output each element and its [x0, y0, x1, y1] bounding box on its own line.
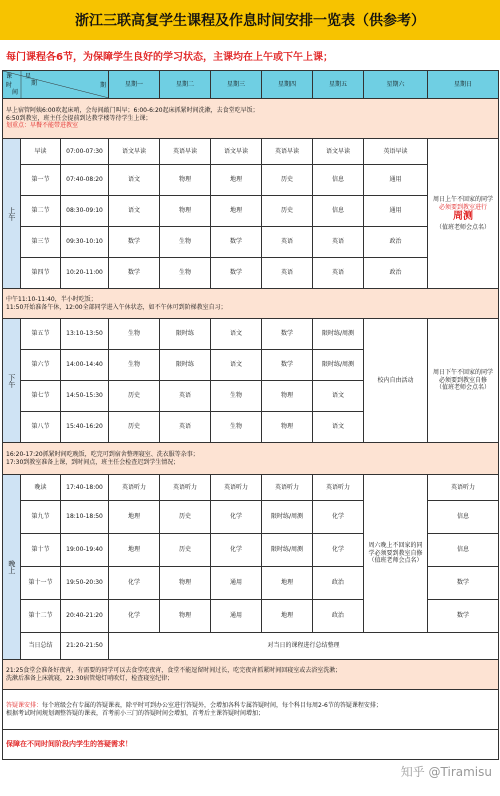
- period-time: 10:20-11:00: [61, 258, 109, 289]
- answer-note-line2: 根据考试时间规划调整答疑的课表，首考前小三门的答疑时间会增加，首考后主课答疑时间增加；: [6, 709, 265, 717]
- cell: 物理: [160, 196, 211, 227]
- cell: 生物: [109, 319, 160, 350]
- cell: 语文: [313, 412, 364, 443]
- cell: 化学: [109, 600, 160, 633]
- sunday-morning-line1: 周日上午不回家的同学: [433, 196, 494, 203]
- cell: 英语早读: [364, 139, 428, 165]
- period-name: 第十节: [21, 534, 61, 567]
- saturday-evening-line2: 学必须要到教室自修: [368, 549, 423, 557]
- morning-note-line2: 6:50到教室，班主任会提前到达教学楼等待学生上课；: [6, 114, 152, 122]
- period-name: 第十一节: [21, 567, 61, 600]
- period-name: 第七节: [21, 381, 61, 412]
- cell: 语文早读: [211, 139, 262, 165]
- period-name: 第二节: [21, 196, 61, 227]
- section-label-morning: 上午: [3, 139, 21, 289]
- page-subtitle: 每门课程各6节，为保障学生良好的学习状态，主课均在上午或下午上课；: [0, 40, 500, 70]
- sunday-afternoon-note: [428, 319, 499, 443]
- period-name: 第九节: [21, 501, 61, 534]
- corner-time: 时: [6, 82, 13, 89]
- cell: 政治: [364, 258, 428, 289]
- cell: 语文: [109, 165, 160, 196]
- day-thu: 星期四: [262, 71, 313, 99]
- cell: 地理: [109, 534, 160, 567]
- period-name: 晚读: [21, 475, 61, 501]
- night-note-line1: 21:25食堂会准备好夜宵，有需要的同学可以去食堂吃夜宵，食堂不能逗留时间过长，吃完夜宵抓紧时间回寝室或去浴室洗漱；: [6, 667, 342, 674]
- cell: 英语: [160, 381, 211, 412]
- cell: 英语: [313, 258, 364, 289]
- cell: 信息: [313, 196, 364, 227]
- cell: 数学: [211, 258, 262, 289]
- noon-note: [3, 289, 499, 319]
- corner-period: 期: [100, 82, 107, 89]
- table-row: [3, 475, 499, 501]
- morning-note: [3, 99, 499, 139]
- sunday-morning-big: 周测: [453, 211, 474, 222]
- cell: 信息: [428, 534, 499, 567]
- cell: 通用: [211, 600, 262, 633]
- cell: 历史: [262, 196, 313, 227]
- noon-note-line1: 中午11:10-11:40，半小时吃饭；: [6, 296, 97, 303]
- night-note-row: [3, 660, 499, 690]
- cell: 英语早读: [262, 139, 313, 165]
- day-tue: 星期二: [160, 71, 211, 99]
- saturday-evening-line1: 周六晚上不回家的同: [368, 542, 423, 550]
- corner-diagonal-lines: [3, 71, 109, 98]
- period-time: 15:40-16:20: [61, 412, 109, 443]
- cell: 化学: [313, 534, 364, 567]
- table-row: [3, 139, 499, 165]
- cell: 生物: [109, 350, 160, 381]
- period-time: 14:50-15:30: [61, 381, 109, 412]
- answer-note: [3, 690, 499, 730]
- cell: 英语听力: [211, 475, 262, 501]
- noon-note-row: [3, 289, 499, 319]
- cell: 政治: [364, 227, 428, 258]
- cell: 政治: [313, 600, 364, 633]
- cell: 数学: [262, 350, 313, 381]
- period-time: 14:00-14:40: [61, 350, 109, 381]
- cell: 限时练/周测: [313, 350, 364, 381]
- cell: 限时练/周测: [313, 319, 364, 350]
- section-label-evening: 晚上: [3, 475, 21, 660]
- cell: 政治: [313, 567, 364, 600]
- saturday-evening-line3: （值班老师会点名）: [368, 557, 423, 565]
- cell: 化学: [313, 501, 364, 534]
- morning-note-line3: 划重点：早餐不能带进教室: [6, 122, 79, 130]
- page-title: 浙江三联高复学生课程及作息时间安排一览表（供参考）: [0, 0, 500, 40]
- sunday-afternoon-line2: 必须要到教室自修: [439, 376, 488, 384]
- summary-text: 对当日的课程进行总结整理: [109, 633, 499, 660]
- cell: 数学: [428, 567, 499, 600]
- cell: 历史: [109, 412, 160, 443]
- evening-note-row: [3, 443, 499, 475]
- period-time: 07:40-08:20: [61, 165, 109, 196]
- cell: 生物: [160, 258, 211, 289]
- period-name: 第五节: [21, 319, 61, 350]
- cell: 生物: [211, 381, 262, 412]
- night-note-line2: 洗漱后准备上床就寝，22:30宿管熄灯哨吹灯，检查寝室纪律；: [6, 674, 174, 682]
- evening-note-line2: 17:30到教室准备上课，到时间点，班主任会检查迟到学生情况；: [6, 458, 180, 466]
- cell: 历史: [262, 165, 313, 196]
- morning-note-line1: 早上宿管阿姨6:00吹起床哨，会每间敲门叫早；6:00-6:20起床抓紧时间洗漱，去食堂吃早饭；: [6, 107, 259, 115]
- day-wed: 星期三: [211, 71, 262, 99]
- period-name: 第一节: [21, 165, 61, 196]
- cell: 化学: [211, 501, 262, 534]
- cell: 地理: [262, 567, 313, 600]
- cell: 地理: [262, 600, 313, 633]
- header-row: [3, 71, 499, 99]
- cell: 英语: [262, 227, 313, 258]
- corner-star-bottom: 期: [31, 80, 38, 87]
- cell: 数学: [211, 227, 262, 258]
- corner-star-top: 星: [25, 73, 32, 80]
- period-name: 当日总结: [21, 633, 61, 660]
- cell: 限时练/周测: [262, 501, 313, 534]
- cell: 语文: [211, 319, 262, 350]
- day-fri: 星期五: [313, 71, 364, 99]
- period-name: 早读: [21, 139, 61, 165]
- cell: 数学: [109, 258, 160, 289]
- cell: 语文: [109, 196, 160, 227]
- answer-note-row: [3, 690, 499, 730]
- cell: 英语早读: [160, 139, 211, 165]
- cell: 通用: [364, 196, 428, 227]
- final-note-row: [3, 730, 499, 760]
- cell: 语文早读: [313, 139, 364, 165]
- cell: 地理: [109, 501, 160, 534]
- answer-note-line1: 每个班级会有专属的答疑课表，除平时可到办公室进行答疑外，会增加各科专属答疑时间，每个科目每周2-6节的答疑课程安排；: [42, 702, 382, 709]
- cell: 通用: [364, 165, 428, 196]
- schedule-table: [2, 70, 499, 760]
- table-row: [3, 165, 499, 196]
- table-row: [3, 196, 499, 227]
- cell: 通用: [211, 567, 262, 600]
- night-note: [3, 660, 499, 690]
- cell: 物理: [160, 567, 211, 600]
- cell: 限时练: [160, 350, 211, 381]
- cell: 生物: [160, 227, 211, 258]
- cell: 英语: [160, 412, 211, 443]
- cell: 限时练: [160, 319, 211, 350]
- table-row: [3, 319, 499, 350]
- watermark: 知乎 @Tiramisu: [400, 765, 492, 779]
- header-corner: [3, 71, 109, 99]
- table-row: [3, 258, 499, 289]
- corner-time2: 间: [12, 89, 19, 96]
- cell: 语文早读: [109, 139, 160, 165]
- day-mon: 星期一: [109, 71, 160, 99]
- noon-note-line2: 11:50开始准备午休，12:00全部同学进入午休状态，如不午休可到阶梯教室自习；: [6, 303, 227, 311]
- period-time: 18:10-18:50: [61, 501, 109, 534]
- cell: 化学: [211, 534, 262, 567]
- cell: 地理: [211, 196, 262, 227]
- cell: 物理: [262, 381, 313, 412]
- cell: 地理: [211, 165, 262, 196]
- sunday-morning-note: [428, 139, 499, 289]
- saturday-evening-note: [364, 475, 428, 633]
- table-row: [3, 227, 499, 258]
- sunday-afternoon-line3: （值班老师会点名）: [436, 384, 491, 392]
- table-row: [3, 633, 499, 660]
- period-name: 第八节: [21, 412, 61, 443]
- cell: 历史: [160, 534, 211, 567]
- cell: 信息: [313, 165, 364, 196]
- period-time: 13:10-13:50: [61, 319, 109, 350]
- period-time: 08:30-09:10: [61, 196, 109, 227]
- period-time: 09:30-10:10: [61, 227, 109, 258]
- cell: 生物: [211, 412, 262, 443]
- cell: 英语听力: [428, 475, 499, 501]
- cell: 物理: [160, 600, 211, 633]
- cell: 英语听力: [262, 475, 313, 501]
- cell: 数学: [109, 227, 160, 258]
- cell: 语文: [211, 350, 262, 381]
- cell: 数学: [262, 319, 313, 350]
- sunday-morning-line2: 必须要到教室进行: [439, 203, 488, 211]
- cell: 数学: [428, 600, 499, 633]
- period-name: 第四节: [21, 258, 61, 289]
- period-name: 第十二节: [21, 600, 61, 633]
- period-time: 17:40-18:00: [61, 475, 109, 501]
- cell: 英语听力: [160, 475, 211, 501]
- cell: 英语: [313, 227, 364, 258]
- cell: 信息: [428, 501, 499, 534]
- cell: 语文: [313, 381, 364, 412]
- cell: 历史: [109, 381, 160, 412]
- cell: 物理: [160, 165, 211, 196]
- section-label-afternoon: 下午: [3, 319, 21, 443]
- evening-note-line1: 16:20-17:20抓紧时间吃晚饭，吃完可到宿舍整理寝室、洗衣服等杂事；: [6, 451, 199, 458]
- day-sat: 星期六: [364, 71, 428, 99]
- final-note: 保障在不同时间阶段内学生的答疑需求！: [3, 730, 499, 760]
- period-name: 第三节: [21, 227, 61, 258]
- saturday-afternoon: 校内自由活动: [364, 319, 428, 443]
- cell: 英语听力: [109, 475, 160, 501]
- morning-note-row: [3, 99, 499, 139]
- period-name: 第六节: [21, 350, 61, 381]
- period-time: 19:00-19:40: [61, 534, 109, 567]
- cell: 物理: [262, 412, 313, 443]
- evening-note: [3, 443, 499, 475]
- sunday-afternoon-line1: 周日下午不回家的同学: [433, 369, 494, 377]
- period-time: 21:20-21:50: [61, 633, 109, 660]
- cell: 英语: [262, 258, 313, 289]
- answer-note-label: 答疑课安排：: [6, 702, 43, 709]
- sunday-morning-line3: （值班老师会点名）: [436, 223, 491, 231]
- period-time: 20:40-21:20: [61, 600, 109, 633]
- cell: 限时练/周测: [262, 534, 313, 567]
- day-sun: 星期日: [428, 71, 499, 99]
- period-time: 19:50-20:30: [61, 567, 109, 600]
- corner-course: 课: [6, 73, 13, 80]
- cell: 英语听力: [313, 475, 364, 501]
- cell: 历史: [160, 501, 211, 534]
- cell: 化学: [109, 567, 160, 600]
- period-time: 07:00-07:30: [61, 139, 109, 165]
